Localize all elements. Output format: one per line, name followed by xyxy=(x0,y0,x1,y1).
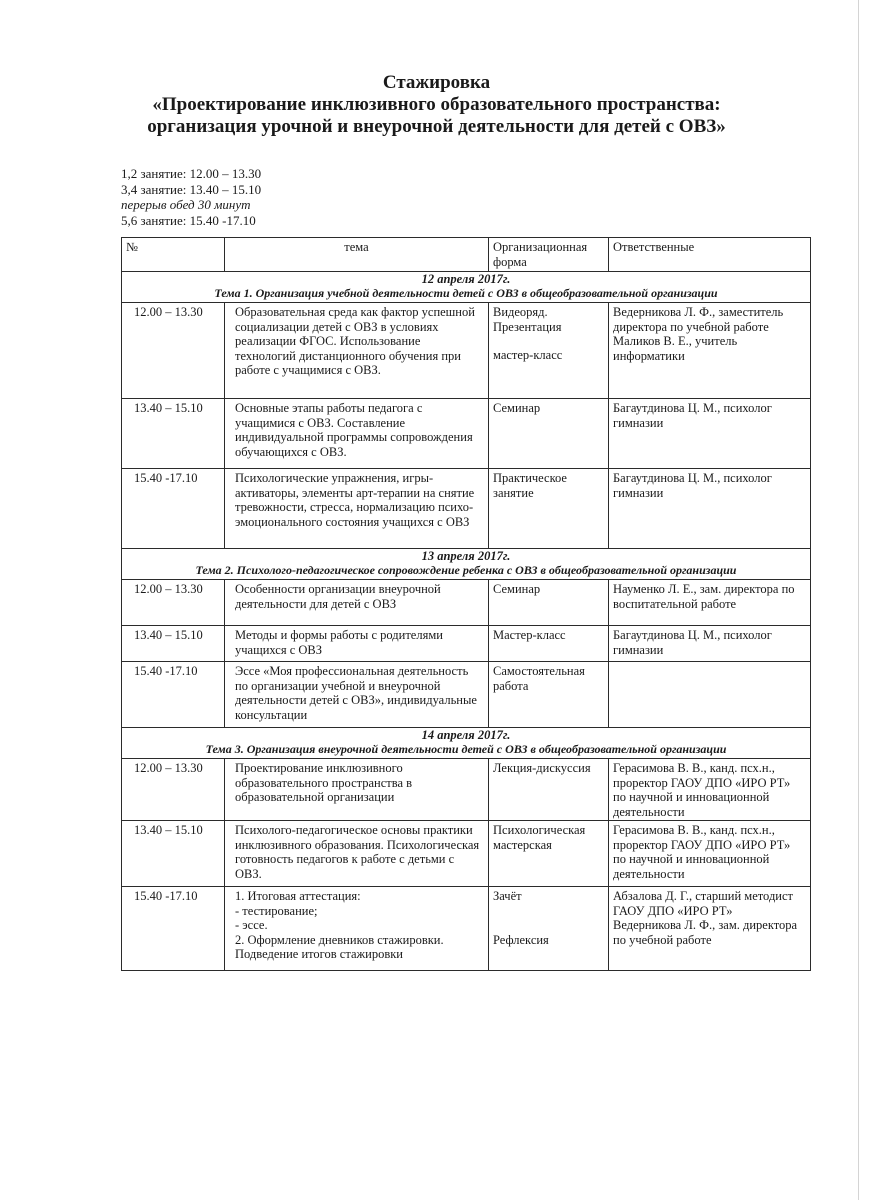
session-form: Самостоятельная работа xyxy=(489,662,609,728)
session-form: Мастер-класс xyxy=(489,626,609,662)
session-topic: Эссе «Моя профессиональная деятельность по организации учебной и внеурочной деятельности детей с ОВЗ», индивидуальные консультации xyxy=(225,662,489,728)
session-time: 13.40 – 15.10 xyxy=(122,399,225,469)
table-row xyxy=(122,662,811,728)
topic-line: 2. Оформление дневников стажировки. Подведение итогов стажировки xyxy=(235,932,444,961)
header-topic: тема xyxy=(225,238,489,272)
day-date: 13 апреля 2017г. xyxy=(421,549,511,563)
day-header xyxy=(122,272,811,303)
form-text: мастер-класс xyxy=(493,348,563,362)
session-form xyxy=(489,887,609,971)
title-line: «Проектирование инклюзивного образовательного пространства: xyxy=(152,94,721,115)
session-form: Семинар xyxy=(489,399,609,469)
page-edge-shadow xyxy=(858,0,859,1200)
table-row xyxy=(122,303,811,399)
day-date: 14 апреля 2017г. xyxy=(421,728,511,742)
session-responsible: Науменко Л. Е., зам. директора по воспитательной работе xyxy=(609,580,811,626)
header-form: Организационная форма xyxy=(489,238,609,272)
day-theme: Тема 1. Организация учебной деятельности детей с ОВЗ в общеобразовательной организации xyxy=(214,286,718,300)
form-text: Видеоряд. Презентация xyxy=(493,305,562,334)
session-time: 13.40 – 15.10 xyxy=(122,626,225,662)
responsible-text: Абзалова Д. Г., старший методист ГАОУ ДПО «ИРО РТ» xyxy=(613,889,794,918)
day-theme: Тема 2. Психолого-педагогическое сопровождение ребенка с ОВЗ в общеобразовательной организации xyxy=(195,563,737,577)
table-row xyxy=(122,887,811,971)
schedule-line: 5,6 занятие: 15.40 -17.10 xyxy=(121,212,256,228)
session-time: 12.00 – 13.30 xyxy=(122,759,225,821)
session-time: 15.40 -17.10 xyxy=(122,469,225,549)
session-form: Психологическая мастерская xyxy=(489,821,609,887)
day-header xyxy=(122,549,811,580)
responsible-text: Маликов В. Е., учитель информатики xyxy=(613,334,738,363)
program-table xyxy=(121,237,811,971)
session-topic: Проектирование инклюзивного образовательного пространства в образовательной организации xyxy=(225,759,489,821)
day-date: 12 апреля 2017г. xyxy=(421,272,511,286)
session-responsible xyxy=(609,887,811,971)
day-header xyxy=(122,728,811,759)
session-form xyxy=(489,303,609,399)
title-line: организация урочной и внеурочной деятельности для детей с ОВЗ» xyxy=(147,116,726,137)
table-row xyxy=(122,580,811,626)
session-form: Практическое занятие xyxy=(489,469,609,549)
session-topic: Образовательная среда как фактор успешной социализации детей с ОВЗ в условиях реализации ФГОС. Использование технологий дистанционного обучения при работе с учащимися с ОВЗ. xyxy=(225,303,489,399)
table-header-row xyxy=(122,238,811,272)
header-num: № xyxy=(122,238,225,272)
title-line: Стажировка xyxy=(382,72,491,93)
session-responsible: Герасимова В. В., канд. псх.н., проректор ГАОУ ДПО «ИРО РТ» по научной и инновационной деятельности xyxy=(609,821,811,887)
document-title xyxy=(0,72,873,138)
session-time: 12.00 – 13.30 xyxy=(122,303,225,399)
table-row xyxy=(122,469,811,549)
day-theme: Тема 3. Организация внеурочной деятельности детей с ОВЗ в общеобразовательной организации xyxy=(205,742,727,756)
topic-line: - эссе. xyxy=(235,918,268,932)
session-responsible: Багаутдинова Ц. М., психолог гимназии xyxy=(609,469,811,549)
table-row xyxy=(122,821,811,887)
topic-line: 1. Итоговая аттестация: xyxy=(235,889,361,903)
session-topic: Основные этапы работы педагога с учащимися с ОВЗ. Составление индивидуальной программы сопровождения обучающихся с ОВЗ. xyxy=(225,399,489,469)
topic-line: - тестирование; xyxy=(235,903,318,918)
session-topic: Особенности организации внеурочной деятельности для детей с ОВЗ xyxy=(225,580,489,626)
session-form: Семинар xyxy=(489,580,609,626)
responsible-text: Ведерникова Л. Ф., зам. директора по учебной работе xyxy=(613,918,798,947)
session-time: 15.40 -17.10 xyxy=(122,662,225,728)
responsible-text: Ведерникова Л. Ф., заместитель директора по учебной работе xyxy=(613,305,784,334)
session-topic: Методы и формы работы с родителями учащихся с ОВЗ xyxy=(225,626,489,662)
session-topic xyxy=(225,887,489,971)
schedule-line: 3,4 занятие: 13.40 – 15.10 xyxy=(121,181,262,197)
session-time: 15.40 -17.10 xyxy=(122,887,225,971)
session-schedule xyxy=(121,166,261,228)
schedule-line: 1,2 занятие: 12.00 – 13.30 xyxy=(121,166,262,181)
session-topic: Психолого-педагогическое основы практики инклюзивного образования. Психологическая готовность педагогов к работе с детьми с ОВЗ. xyxy=(225,821,489,887)
header-responsible: Ответственные xyxy=(609,238,811,272)
session-responsible xyxy=(609,662,811,728)
session-time: 13.40 – 15.10 xyxy=(122,821,225,887)
session-topic: Психологические упражнения, игры-активаторы, элементы арт-терапии на снятие тревожности, стресса, нормализацию психо-эмоционального состояния учащихся с ОВЗ xyxy=(225,469,489,549)
session-time: 12.00 – 13.30 xyxy=(122,580,225,626)
form-text: Зачёт xyxy=(493,889,522,903)
table-row xyxy=(122,759,811,821)
session-form: Лекция-дискуссия xyxy=(489,759,609,821)
session-responsible: Багаутдинова Ц. М., психолог гимназии xyxy=(609,626,811,662)
session-responsible: Багаутдинова Ц. М., психолог гимназии xyxy=(609,399,811,469)
session-responsible xyxy=(609,303,811,399)
table-row xyxy=(122,626,811,662)
form-text: Рефлексия xyxy=(493,932,549,947)
table-row xyxy=(122,399,811,469)
schedule-break: перерыв обед 30 минут xyxy=(121,197,251,212)
session-responsible: Герасимова В. В., канд. псх.н., проректор ГАОУ ДПО «ИРО РТ» по научной и инновационной деятельности xyxy=(609,759,811,821)
